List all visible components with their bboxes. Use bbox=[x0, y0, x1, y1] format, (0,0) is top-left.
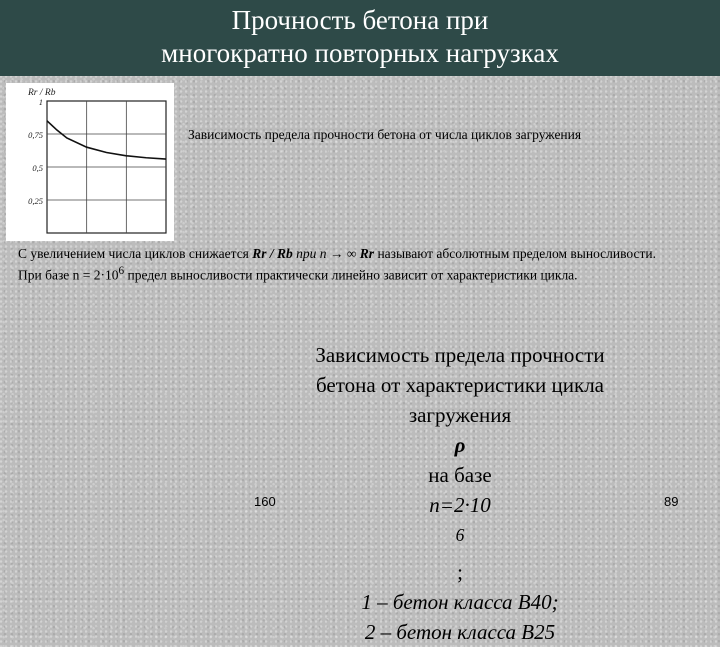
left-page-number: 160 bbox=[254, 494, 276, 509]
fatigue-curve bbox=[47, 121, 166, 159]
slide-title bbox=[100, 4, 620, 70]
cycle-caption-line-1: Зависимость предела прочности bbox=[315, 343, 605, 367]
title-line-2: многократно повторных нагрузках bbox=[161, 38, 559, 68]
right-page-number: 89 bbox=[664, 494, 679, 509]
title-line-1: Прочность бетона при bbox=[231, 5, 489, 35]
y-tick-label: 0,75 bbox=[28, 130, 43, 140]
description-paragraph bbox=[18, 245, 678, 284]
fatigue-chart bbox=[6, 83, 174, 241]
ratio-formula: Rr / Rb bbox=[252, 246, 293, 261]
fatigue-chart-svg bbox=[6, 83, 174, 241]
cycle-caption bbox=[270, 340, 650, 647]
y-tick-label: 0,25 bbox=[28, 196, 43, 206]
cycle-caption-line-4: 1 – бетон класса В40; bbox=[361, 590, 559, 614]
figure-caption: Зависимость предела прочности бетона от числа циклов загружения bbox=[188, 127, 582, 142]
cycle-caption-line-3: загружения ρ на базе n=2·10 $^6$ ; bbox=[408, 403, 512, 584]
description-line-1: С увеличением числа циклов снижается Rr / Rb при n → ∞ Rr называют абсолютным пределом выносливости. bbox=[18, 246, 656, 261]
title-bar bbox=[0, 0, 720, 76]
y-tick-label: 1 bbox=[38, 97, 43, 107]
cycle-caption-line-5: 2 – бетон класса В25 bbox=[364, 620, 556, 644]
y-tick-label: 0,5 bbox=[32, 163, 43, 173]
cycle-caption-line-2: бетона от характеристики цикла bbox=[315, 373, 605, 397]
limit-arrow: → ∞ bbox=[329, 246, 357, 261]
description-line-2: При базе $n = 2\cdot 10^6$ предел выносливости практически линейно зависит от характеристики цикла. bbox=[18, 264, 578, 282]
y-axis-label: Rr / Rb bbox=[28, 88, 56, 98]
